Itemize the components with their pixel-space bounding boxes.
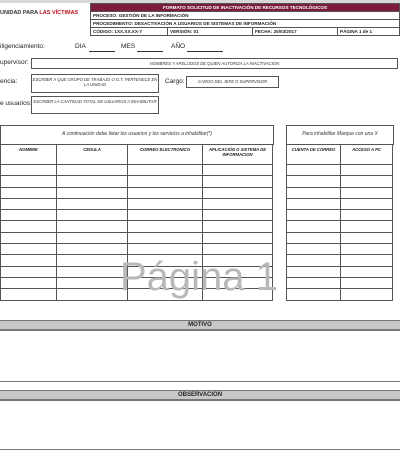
process-row: PROCESO: GESTIÓN DE LA INFORMACIÓN — [91, 12, 400, 20]
unidad-victimas-logo — [0, 10, 88, 20]
user-cell[interactable] — [203, 165, 273, 176]
ano-label: AÑO — [171, 43, 186, 50]
table-row — [287, 255, 393, 266]
motivo-header: MOTIVO — [0, 320, 400, 330]
user-cell[interactable] — [57, 277, 128, 288]
user-cell[interactable] — [203, 221, 273, 232]
service-checkbox-cell[interactable] — [341, 255, 393, 266]
dependencia-field[interactable] — [31, 74, 159, 93]
user-cell[interactable] — [1, 232, 57, 243]
service-checkbox-cell[interactable] — [341, 277, 393, 288]
user-cell[interactable] — [1, 198, 57, 209]
service-checkbox-cell[interactable] — [341, 187, 393, 198]
service-checkbox-cell[interactable] — [341, 221, 393, 232]
user-cell[interactable] — [128, 176, 203, 187]
table-row — [287, 232, 393, 243]
user-cell[interactable] — [1, 187, 57, 198]
header-acceso-pc: ACCESO A PC — [341, 145, 393, 165]
table-row — [1, 187, 273, 198]
user-cell[interactable] — [57, 266, 128, 277]
cargo-field[interactable] — [186, 76, 279, 88]
supervisor-hint: NOMBRES Y APELLIDOS DE QUIEN AUTORIZA LA INACTIVACIÓN — [149, 61, 280, 66]
ano-field[interactable] — [187, 51, 223, 52]
user-cell[interactable] — [128, 244, 203, 255]
user-cell[interactable] — [203, 198, 273, 209]
service-checkbox-cell[interactable] — [287, 176, 341, 187]
user-cell[interactable] — [1, 210, 57, 221]
user-cell[interactable] — [57, 176, 128, 187]
service-checkbox-cell[interactable] — [341, 289, 393, 300]
user-cell[interactable] — [128, 198, 203, 209]
header-aplicacion: APLICACIÓN O SISTEMA DE INFORMACION — [203, 145, 273, 165]
service-checkbox-cell[interactable] — [287, 289, 341, 300]
table-row — [287, 244, 393, 255]
dia-label: DIA — [75, 43, 86, 50]
table-row — [287, 277, 393, 288]
table-row — [287, 165, 393, 176]
services-table-caption: Para inhabilitar Marque con una X — [302, 131, 378, 137]
page-cell: PÁGINA 1 de 1 — [338, 28, 400, 36]
user-cell[interactable] — [128, 221, 203, 232]
table-row — [287, 266, 393, 277]
service-checkbox-cell[interactable] — [341, 244, 393, 255]
user-cell[interactable] — [57, 165, 128, 176]
header-cedula: CEDULA — [57, 145, 128, 165]
service-checkbox-cell[interactable] — [341, 198, 393, 209]
usuarios-field[interactable] — [31, 96, 159, 114]
user-cell[interactable] — [1, 165, 57, 176]
cargo-label: Cargo: — [165, 78, 185, 85]
user-cell[interactable] — [203, 210, 273, 221]
mes-label: MES — [121, 43, 136, 50]
user-cell[interactable] — [203, 244, 273, 255]
table-row — [1, 198, 273, 209]
logo-text-b: LAS VÍCTIMAS — [39, 10, 79, 16]
procedure-row: PROCEDIMIENTO: DESACTIVACIÓN A USUARIOS DE SISTEMAS DE INFORMACIÓN — [91, 20, 400, 28]
supervisor-label: upervisor: — [0, 59, 29, 66]
service-checkbox-cell[interactable] — [287, 255, 341, 266]
cargo-hint: CARGO DEL JEFE O SUPERVISOR — [198, 79, 267, 84]
user-cell[interactable] — [57, 187, 128, 198]
dependencia-label: encia: — [0, 78, 18, 85]
service-checkbox-cell[interactable] — [341, 176, 393, 187]
user-cell[interactable] — [128, 187, 203, 198]
dependencia-hint: ESCRIBIR A QUE GRUPO DE TRABAJO O G.T. PERTENECE EN LA UNIDAD — [32, 77, 158, 87]
user-cell[interactable] — [1, 289, 57, 300]
user-cell[interactable] — [128, 165, 203, 176]
usuarios-hint: ESCRIBIR LA CANTIDAD TOTAL DE USUARIOS A INHABILITAR — [33, 99, 157, 104]
services-table-caption-box — [286, 125, 394, 145]
service-checkbox-cell[interactable] — [341, 210, 393, 221]
table-row — [287, 221, 393, 232]
table-row — [1, 165, 273, 176]
service-checkbox-cell[interactable] — [341, 165, 393, 176]
user-cell[interactable] — [203, 232, 273, 243]
service-checkbox-cell[interactable] — [287, 244, 341, 255]
table-row — [1, 210, 273, 221]
service-checkbox-cell[interactable] — [287, 277, 341, 288]
table-row — [287, 210, 393, 221]
header-nombre: NOMBRE — [1, 145, 57, 165]
service-checkbox-cell[interactable] — [341, 266, 393, 277]
code-cell: CÓDIGO: 1XX.XX.XX-7 — [91, 28, 168, 36]
service-checkbox-cell[interactable] — [341, 232, 393, 243]
user-cell[interactable] — [1, 176, 57, 187]
service-checkbox-cell[interactable] — [287, 266, 341, 277]
user-cell[interactable] — [128, 232, 203, 243]
page-watermark: Página 1 — [120, 255, 278, 299]
diligenciamiento-label: iligenciamiento: — [0, 43, 45, 50]
user-cell[interactable] — [57, 289, 128, 300]
table-row — [1, 244, 273, 255]
service-checkbox-cell[interactable] — [287, 198, 341, 209]
user-cell[interactable] — [1, 266, 57, 277]
motivo-area[interactable] — [0, 330, 400, 382]
table-row — [287, 187, 393, 198]
header-cuenta-correo: CUENTA DE CORREO — [287, 145, 341, 165]
service-checkbox-cell[interactable] — [287, 165, 341, 176]
dia-field[interactable] — [89, 51, 115, 52]
table-row — [1, 232, 273, 243]
version-cell: VERSIÓN: 01 — [168, 28, 253, 36]
users-table-caption: A continuación debe listar los usuarios y los servicios a inhabilitar(*) — [62, 131, 212, 137]
logo-text-a: UNIDAD PARA — [0, 10, 38, 16]
users-table-caption-box — [0, 125, 274, 145]
form-title: FORMATO SOLICITUD DE INACTIVACIÓN DE RECURSOS TECNOLÓGICOS — [91, 4, 400, 12]
service-checkbox-cell[interactable] — [287, 221, 341, 232]
table-row — [1, 176, 273, 187]
user-cell[interactable] — [1, 277, 57, 288]
table-row — [287, 289, 393, 300]
user-cell[interactable] — [57, 221, 128, 232]
user-cell[interactable] — [203, 176, 273, 187]
date-cell: FECHA: 25/03/2017 — [253, 28, 338, 36]
table-row — [1, 221, 273, 232]
table-row — [287, 176, 393, 187]
observacion-header: OBSERVACION — [0, 390, 400, 400]
supervisor-field[interactable] — [31, 58, 398, 69]
user-cell[interactable] — [1, 221, 57, 232]
observacion-area[interactable] — [0, 400, 400, 450]
user-cell[interactable] — [57, 232, 128, 243]
service-checkbox-cell[interactable] — [287, 210, 341, 221]
services-table — [286, 144, 393, 301]
mes-field[interactable] — [137, 51, 163, 52]
usuarios-label: e usuarios: — [0, 100, 32, 107]
header-correo: CORREO ELECTRONICO — [128, 145, 203, 165]
user-cell[interactable] — [128, 210, 203, 221]
document-header — [90, 3, 400, 36]
user-cell[interactable] — [57, 210, 128, 221]
service-checkbox-cell[interactable] — [287, 232, 341, 243]
service-checkbox-cell[interactable] — [287, 187, 341, 198]
user-cell[interactable] — [57, 255, 128, 266]
user-cell[interactable] — [1, 255, 57, 266]
user-cell[interactable] — [57, 198, 128, 209]
table-row — [287, 198, 393, 209]
user-cell[interactable] — [203, 187, 273, 198]
user-cell[interactable] — [1, 244, 57, 255]
user-cell[interactable] — [57, 244, 128, 255]
